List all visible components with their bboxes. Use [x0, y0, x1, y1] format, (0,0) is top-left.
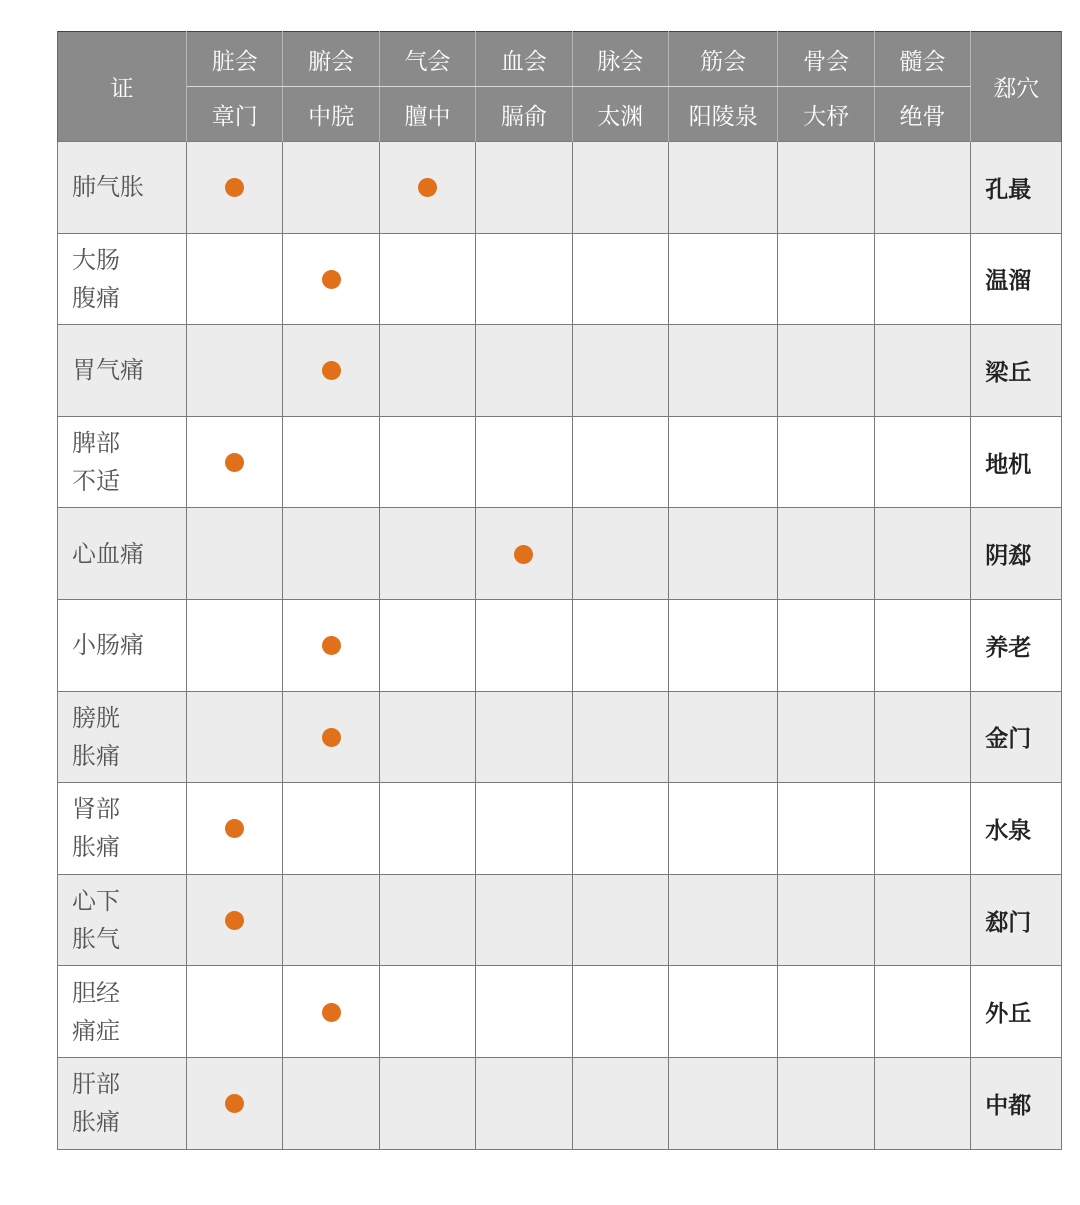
mark-cell: [476, 1057, 572, 1149]
mark-cell: [283, 966, 379, 1058]
mark-cell: [874, 233, 970, 325]
mark-cell: [379, 325, 475, 417]
mark-cell: [668, 508, 778, 600]
indicator-dot: [322, 270, 341, 289]
mark-cell: [476, 416, 572, 508]
header-meeting-name: 血会: [476, 32, 572, 87]
mark-cell: [283, 508, 379, 600]
mark-cell: [668, 966, 778, 1058]
syndrome-text: 大肠: [72, 245, 120, 274]
mark-cell: [874, 325, 970, 417]
header-meeting-name: 腑会: [283, 32, 379, 87]
mark-cell: [187, 1057, 283, 1149]
mark-cell: [572, 966, 668, 1058]
mark-cell: [572, 1057, 668, 1149]
header-meeting-name: 髓会: [874, 32, 970, 87]
mark-cell: [476, 874, 572, 966]
table-row: [58, 783, 1062, 875]
mark-cell: [187, 325, 283, 417]
syndrome-text: 胀气: [72, 925, 120, 954]
mark-cell: [874, 1057, 970, 1149]
mark-cell: [572, 783, 668, 875]
indicator-dot: [322, 728, 341, 747]
table-row: [58, 1057, 1062, 1149]
mark-cell: [778, 508, 874, 600]
table-row: [58, 325, 1062, 417]
xi-point-cell: 外丘: [971, 966, 1062, 1058]
mark-cell: [187, 142, 283, 234]
header-meeting-point: 阳陵泉: [668, 87, 778, 142]
indicator-dot: [322, 636, 341, 655]
syndrome-text: 胃气痛: [72, 356, 144, 385]
syndrome-cell: [58, 599, 187, 691]
header-syndrome: 证: [58, 32, 187, 142]
mark-cell: [668, 783, 778, 875]
table-row: [58, 142, 1062, 234]
mark-cell: [187, 416, 283, 508]
mark-cell: [476, 599, 572, 691]
mark-cell: [572, 325, 668, 417]
mark-cell: [476, 325, 572, 417]
mark-cell: [778, 783, 874, 875]
mark-cell: [668, 599, 778, 691]
mark-cell: [283, 233, 379, 325]
indicator-dot: [225, 911, 244, 930]
mark-cell: [572, 691, 668, 783]
mark-cell: [187, 691, 283, 783]
mark-cell: [874, 874, 970, 966]
mark-cell: [778, 325, 874, 417]
syndrome-cell: [58, 142, 187, 234]
header-xi-point: 郄穴: [971, 32, 1062, 142]
syndrome-cell: [58, 508, 187, 600]
syndrome-text: 痛症: [72, 1016, 120, 1045]
mark-cell: [874, 508, 970, 600]
table-row: [58, 508, 1062, 600]
xi-point-cell: 孔最: [971, 142, 1062, 234]
header-meeting-point: 中脘: [283, 87, 379, 142]
mark-cell: [379, 599, 475, 691]
mark-cell: [476, 142, 572, 234]
syndrome-cell: [58, 966, 187, 1058]
syndrome-cell: [58, 783, 187, 875]
mark-cell: [778, 416, 874, 508]
mark-cell: [283, 783, 379, 875]
mark-cell: [668, 416, 778, 508]
mark-cell: [572, 599, 668, 691]
acupoint-table: [57, 31, 1062, 1150]
syndrome-text: 心下: [72, 887, 120, 916]
mark-cell: [572, 142, 668, 234]
mark-cell: [778, 966, 874, 1058]
header-meeting-point: 绝骨: [874, 87, 970, 142]
header-row-top: [58, 32, 1062, 87]
mark-cell: [283, 325, 379, 417]
mark-cell: [874, 966, 970, 1058]
header-meeting-point: 大杼: [778, 87, 874, 142]
xi-point-cell: 梁丘: [971, 325, 1062, 417]
syndrome-text: 胀痛: [72, 741, 120, 770]
syndrome-text: 胆经: [72, 978, 120, 1007]
xi-point-cell: 地机: [971, 416, 1062, 508]
indicator-dot: [322, 1003, 341, 1022]
header-row-bottom: [58, 87, 1062, 142]
header-meeting-name: 骨会: [778, 32, 874, 87]
mark-cell: [874, 142, 970, 234]
mark-cell: [476, 233, 572, 325]
mark-cell: [668, 874, 778, 966]
indicator-dot: [225, 819, 244, 838]
syndrome-cell: [58, 416, 187, 508]
syndrome-text: 脾部: [72, 429, 120, 458]
syndrome-cell: [58, 325, 187, 417]
syndrome-text: 肾部: [72, 795, 120, 824]
syndrome-text: 腹痛: [72, 283, 120, 312]
xi-point-cell: 养老: [971, 599, 1062, 691]
table-row: [58, 599, 1062, 691]
mark-cell: [379, 416, 475, 508]
mark-cell: [572, 416, 668, 508]
mark-cell: [379, 783, 475, 875]
syndrome-cell: [58, 233, 187, 325]
mark-cell: [668, 233, 778, 325]
syndrome-cell: [58, 691, 187, 783]
header-meeting-point: 膻中: [379, 87, 475, 142]
header-meeting-name: 筋会: [668, 32, 778, 87]
mark-cell: [572, 508, 668, 600]
mark-cell: [874, 599, 970, 691]
table-row: [58, 233, 1062, 325]
mark-cell: [283, 599, 379, 691]
syndrome-cell: [58, 1057, 187, 1149]
mark-cell: [778, 1057, 874, 1149]
mark-cell: [778, 599, 874, 691]
mark-cell: [187, 233, 283, 325]
syndrome-text: 胀痛: [72, 1108, 120, 1137]
mark-cell: [668, 142, 778, 234]
mark-cell: [379, 966, 475, 1058]
mark-cell: [476, 966, 572, 1058]
mark-cell: [778, 874, 874, 966]
table-row: [58, 966, 1062, 1058]
mark-cell: [778, 142, 874, 234]
xi-point-cell: 温溜: [971, 233, 1062, 325]
xi-point-cell: 中都: [971, 1057, 1062, 1149]
mark-cell: [874, 416, 970, 508]
syndrome-text: 肝部: [72, 1070, 120, 1099]
mark-cell: [668, 325, 778, 417]
header-meeting-point: 章门: [187, 87, 283, 142]
mark-cell: [874, 691, 970, 783]
indicator-dot: [418, 178, 437, 197]
mark-cell: [874, 783, 970, 875]
indicator-dot: [225, 178, 244, 197]
mark-cell: [187, 599, 283, 691]
mark-cell: [668, 1057, 778, 1149]
header-meeting-name: 脏会: [187, 32, 283, 87]
mark-cell: [187, 783, 283, 875]
syndrome-text: 肺气胀: [72, 173, 144, 202]
table-row: [58, 691, 1062, 783]
mark-cell: [476, 783, 572, 875]
mark-cell: [283, 874, 379, 966]
mark-cell: [283, 142, 379, 234]
header-meeting-point: 太渊: [572, 87, 668, 142]
mark-cell: [476, 691, 572, 783]
mark-cell: [379, 691, 475, 783]
table-row: [58, 416, 1062, 508]
mark-cell: [283, 1057, 379, 1149]
table-body: [58, 142, 1062, 1150]
mark-cell: [668, 691, 778, 783]
mark-cell: [379, 508, 475, 600]
mark-cell: [778, 691, 874, 783]
mark-cell: [187, 508, 283, 600]
indicator-dot: [322, 361, 341, 380]
syndrome-text: 膀胱: [72, 703, 120, 732]
mark-cell: [572, 233, 668, 325]
mark-cell: [379, 233, 475, 325]
syndrome-cell: [58, 874, 187, 966]
header-meeting-point: 膈俞: [476, 87, 572, 142]
xi-point-cell: 阴郄: [971, 508, 1062, 600]
header-meeting-name: 气会: [379, 32, 475, 87]
indicator-dot: [514, 545, 533, 564]
indicator-dot: [225, 1094, 244, 1113]
syndrome-text: 小肠痛: [72, 631, 144, 660]
syndrome-text: 胀痛: [72, 833, 120, 862]
mark-cell: [283, 416, 379, 508]
header-meeting-name: 脉会: [572, 32, 668, 87]
syndrome-text: 心血痛: [72, 539, 144, 568]
indicator-dot: [225, 453, 244, 472]
syndrome-text: 不适: [72, 467, 120, 496]
mark-cell: [187, 966, 283, 1058]
xi-point-cell: 水泉: [971, 783, 1062, 875]
mark-cell: [572, 874, 668, 966]
mark-cell: [778, 233, 874, 325]
mark-cell: [476, 508, 572, 600]
table-row: [58, 874, 1062, 966]
mark-cell: [283, 691, 379, 783]
mark-cell: [379, 142, 475, 234]
mark-cell: [187, 874, 283, 966]
xi-point-cell: 郄门: [971, 874, 1062, 966]
xi-point-cell: 金门: [971, 691, 1062, 783]
mark-cell: [379, 1057, 475, 1149]
mark-cell: [379, 874, 475, 966]
